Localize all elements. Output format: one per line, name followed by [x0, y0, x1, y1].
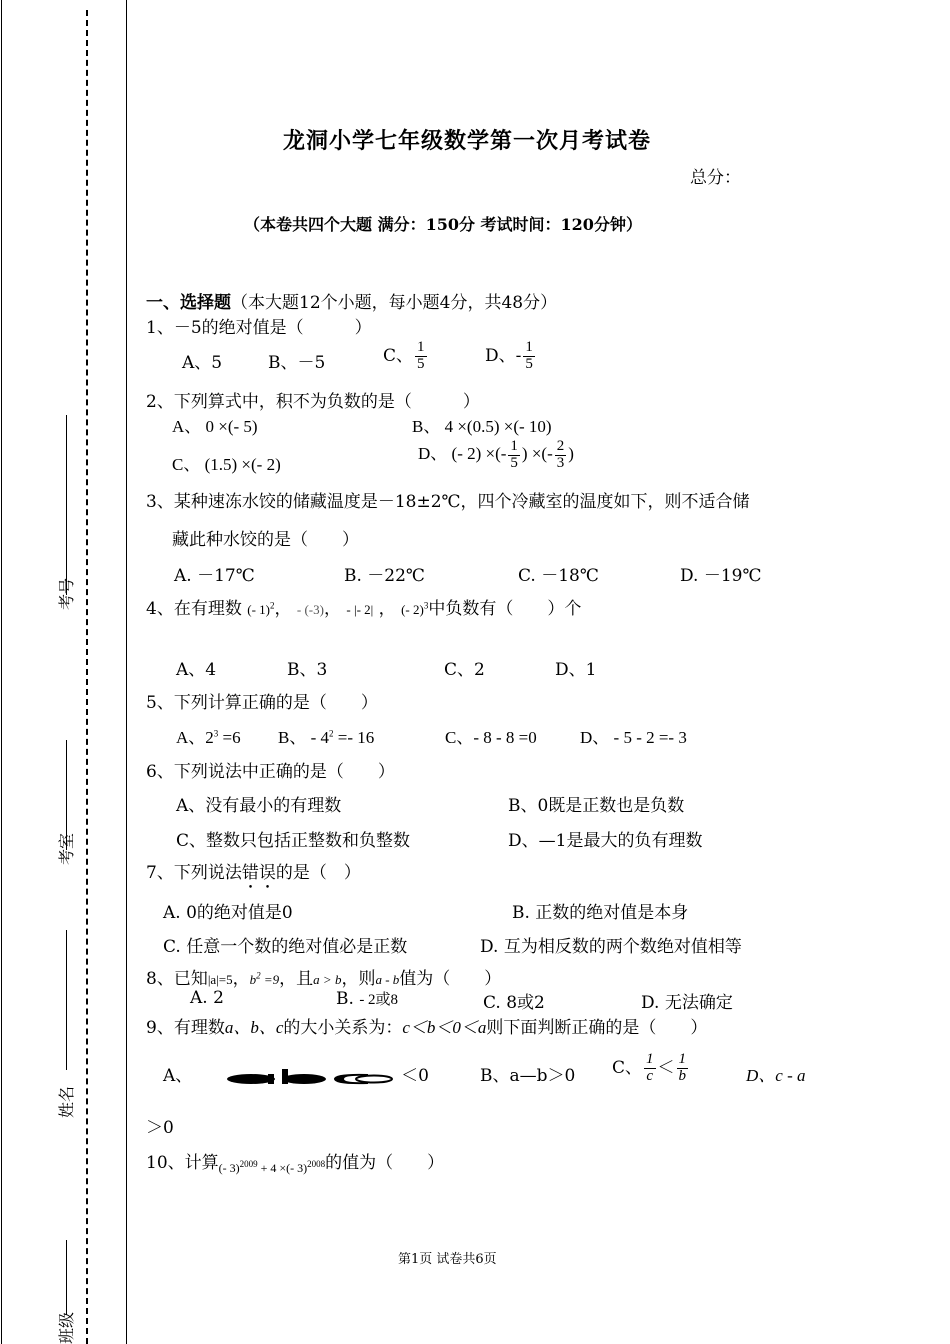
q7-stem: 7、下列说法错误的是（ ） — [146, 863, 361, 883]
q10-stem: 10、计算$_{(- 3)^{2009} + 4 \times(- 3)^{2008}}$的值为（ ） — [146, 1153, 445, 1175]
q1-c-fraction: $\frac{1}{5}$ — [417, 339, 425, 372]
q9-option-a: A、 ＜0 — [163, 1061, 429, 1089]
page-footer: 第1页 试卷共6页 — [398, 1252, 497, 1267]
q7-option-b: B. 正数的绝对值是本身 — [512, 903, 689, 923]
section-heading — [146, 288, 557, 313]
name-line — [66, 930, 67, 1070]
q1-stem: 1、－5的绝对值是（ ） — [146, 318, 372, 338]
q9-option-d: D、c - a — [746, 1066, 806, 1085]
exam-subtitle: （本卷共四个大题 满分：150分 考试时间：120分钟） — [244, 215, 642, 234]
exam-no-label: 考号 — [57, 577, 76, 610]
q9-option-d-wrap: ＞0 — [146, 1118, 174, 1138]
section-note: （本大题12个小题，每小题4分，共48分） — [231, 293, 558, 313]
q4-option-b: B、3 — [287, 660, 328, 680]
q6-option-a: A、没有最小的有理数 — [176, 796, 342, 816]
q4-option-d: D、1 — [555, 660, 597, 680]
q4-expr-2: - (-3) — [296, 602, 324, 617]
class-line — [66, 1240, 67, 1315]
q3-option-a: A. －17℃ — [174, 566, 255, 586]
margin-rule — [126, 0, 127, 1344]
page-title: 龙洞小学七年级数学第一次月考试卷 — [283, 128, 652, 154]
q8-option-c: C. 8或2 — [483, 993, 545, 1013]
q5-option-d: D、 - 5 - 2 =- 3 — [580, 728, 687, 747]
abc-stretched-glyph-icon — [226, 1065, 396, 1089]
q5-option-a: A、$2^3 =6$ — [176, 728, 241, 747]
q7-emphasis: 错误 — [241, 863, 276, 883]
q2-option-c: C、 (1.5) ×(- 2) — [172, 455, 281, 474]
q4-expr-3: - |- 2| — [346, 602, 374, 617]
q6-option-b: B、0既是正数也是负数 — [508, 796, 685, 816]
q3-option-b: B. －22℃ — [344, 566, 425, 586]
q2-option-a: A、 0 ×(- 5) — [172, 417, 258, 436]
q8-option-b: B. - 2或8 — [336, 989, 399, 1009]
q3-option-c: C. －18℃ — [518, 566, 599, 586]
q1-d-fraction: $\frac{1}{5}$ — [525, 339, 533, 372]
room-label: 考室 — [57, 832, 76, 865]
q4-expr-1: (- 1)$^2$ — [247, 600, 275, 617]
q6-option-d: D、—1是最大的负有理数 — [508, 831, 703, 851]
q4-option-c: C、2 — [444, 660, 485, 680]
q4-stem: 4、在有理数 (- 1)$^2$， - (-3)， - |- 2| ， (- 2)$^3$中负数有（ ）个 — [146, 599, 582, 619]
q7-option-c: C. 任意一个数的绝对值必是正数 — [163, 937, 408, 957]
q1-option-c: C、 $\frac{1}{5}$ — [383, 339, 425, 372]
q8-option-d: D. 无法确定 — [641, 993, 733, 1013]
q8-option-a: A. 2 — [190, 988, 224, 1008]
q1-option-a: A、5 — [182, 353, 223, 373]
exam-no-line — [66, 415, 67, 595]
q9-option-c: C、 $\frac{1}{c}$ ＜ $\frac{1}{b}$ — [612, 1051, 687, 1084]
class-label: 班级 — [57, 1311, 76, 1344]
q2-stem: 2、下列算式中，积不为负数的是（ ） — [146, 392, 480, 412]
q4-option-a: A、4 — [176, 660, 217, 680]
q6-stem: 6、下列说法中正确的是（ ） — [146, 762, 395, 782]
q5-option-c: C、- 8 - 8 =0 — [445, 728, 537, 747]
q1-option-d: D、- $\frac{1}{5}$ — [485, 339, 533, 372]
name-label: 姓名 — [57, 1085, 76, 1118]
q8-stem: 8、已知|a|=5，$b^2 =9$，且a > b，则a - b值为（ ） — [146, 969, 502, 989]
q5-stem: 5、下列计算正确的是（ ） — [146, 693, 378, 713]
q7-option-d: D. 互为相反数的两个数绝对值相等 — [480, 937, 742, 957]
binding-cut-line — [86, 10, 88, 1344]
page-border-left — [1, 0, 2, 1344]
q5-option-b: B、 - $4^2 =- 16$ — [278, 728, 375, 747]
q3-line1: 3、某种速冻水饺的储藏温度是－18±2℃，四个冷藏室的温度如下，则不适合储 — [146, 492, 750, 512]
section-title: 一、选择题 — [146, 293, 231, 313]
q3-option-d: D. －19℃ — [680, 566, 762, 586]
q4-expr-4: (- 2)$^3$ — [401, 600, 429, 617]
q9-stem: 9、有理数a、b、c的大小关系为：c＜b＜0＜a则下面判断正确的是（ ） — [146, 1018, 708, 1038]
q2-option-b: B、 4 ×(0.5) ×(- 10) — [412, 417, 552, 436]
q2-option-d: D、 (- 2) ×(- $\frac{1}{5}$ ) ×(- $\frac{2}{3}$ ) — [418, 438, 574, 471]
total-score-label: 总分： — [690, 168, 741, 188]
q7-option-a: A. 0的绝对值是0 — [163, 903, 293, 923]
q1-option-b: B、－5 — [268, 353, 326, 373]
q6-option-c: C、整数只包括正整数和负整数 — [176, 831, 411, 851]
q9-option-b: B、a—b＞0 — [480, 1066, 576, 1086]
q3-line2: 藏此种水饺的是（ ） — [172, 530, 359, 550]
